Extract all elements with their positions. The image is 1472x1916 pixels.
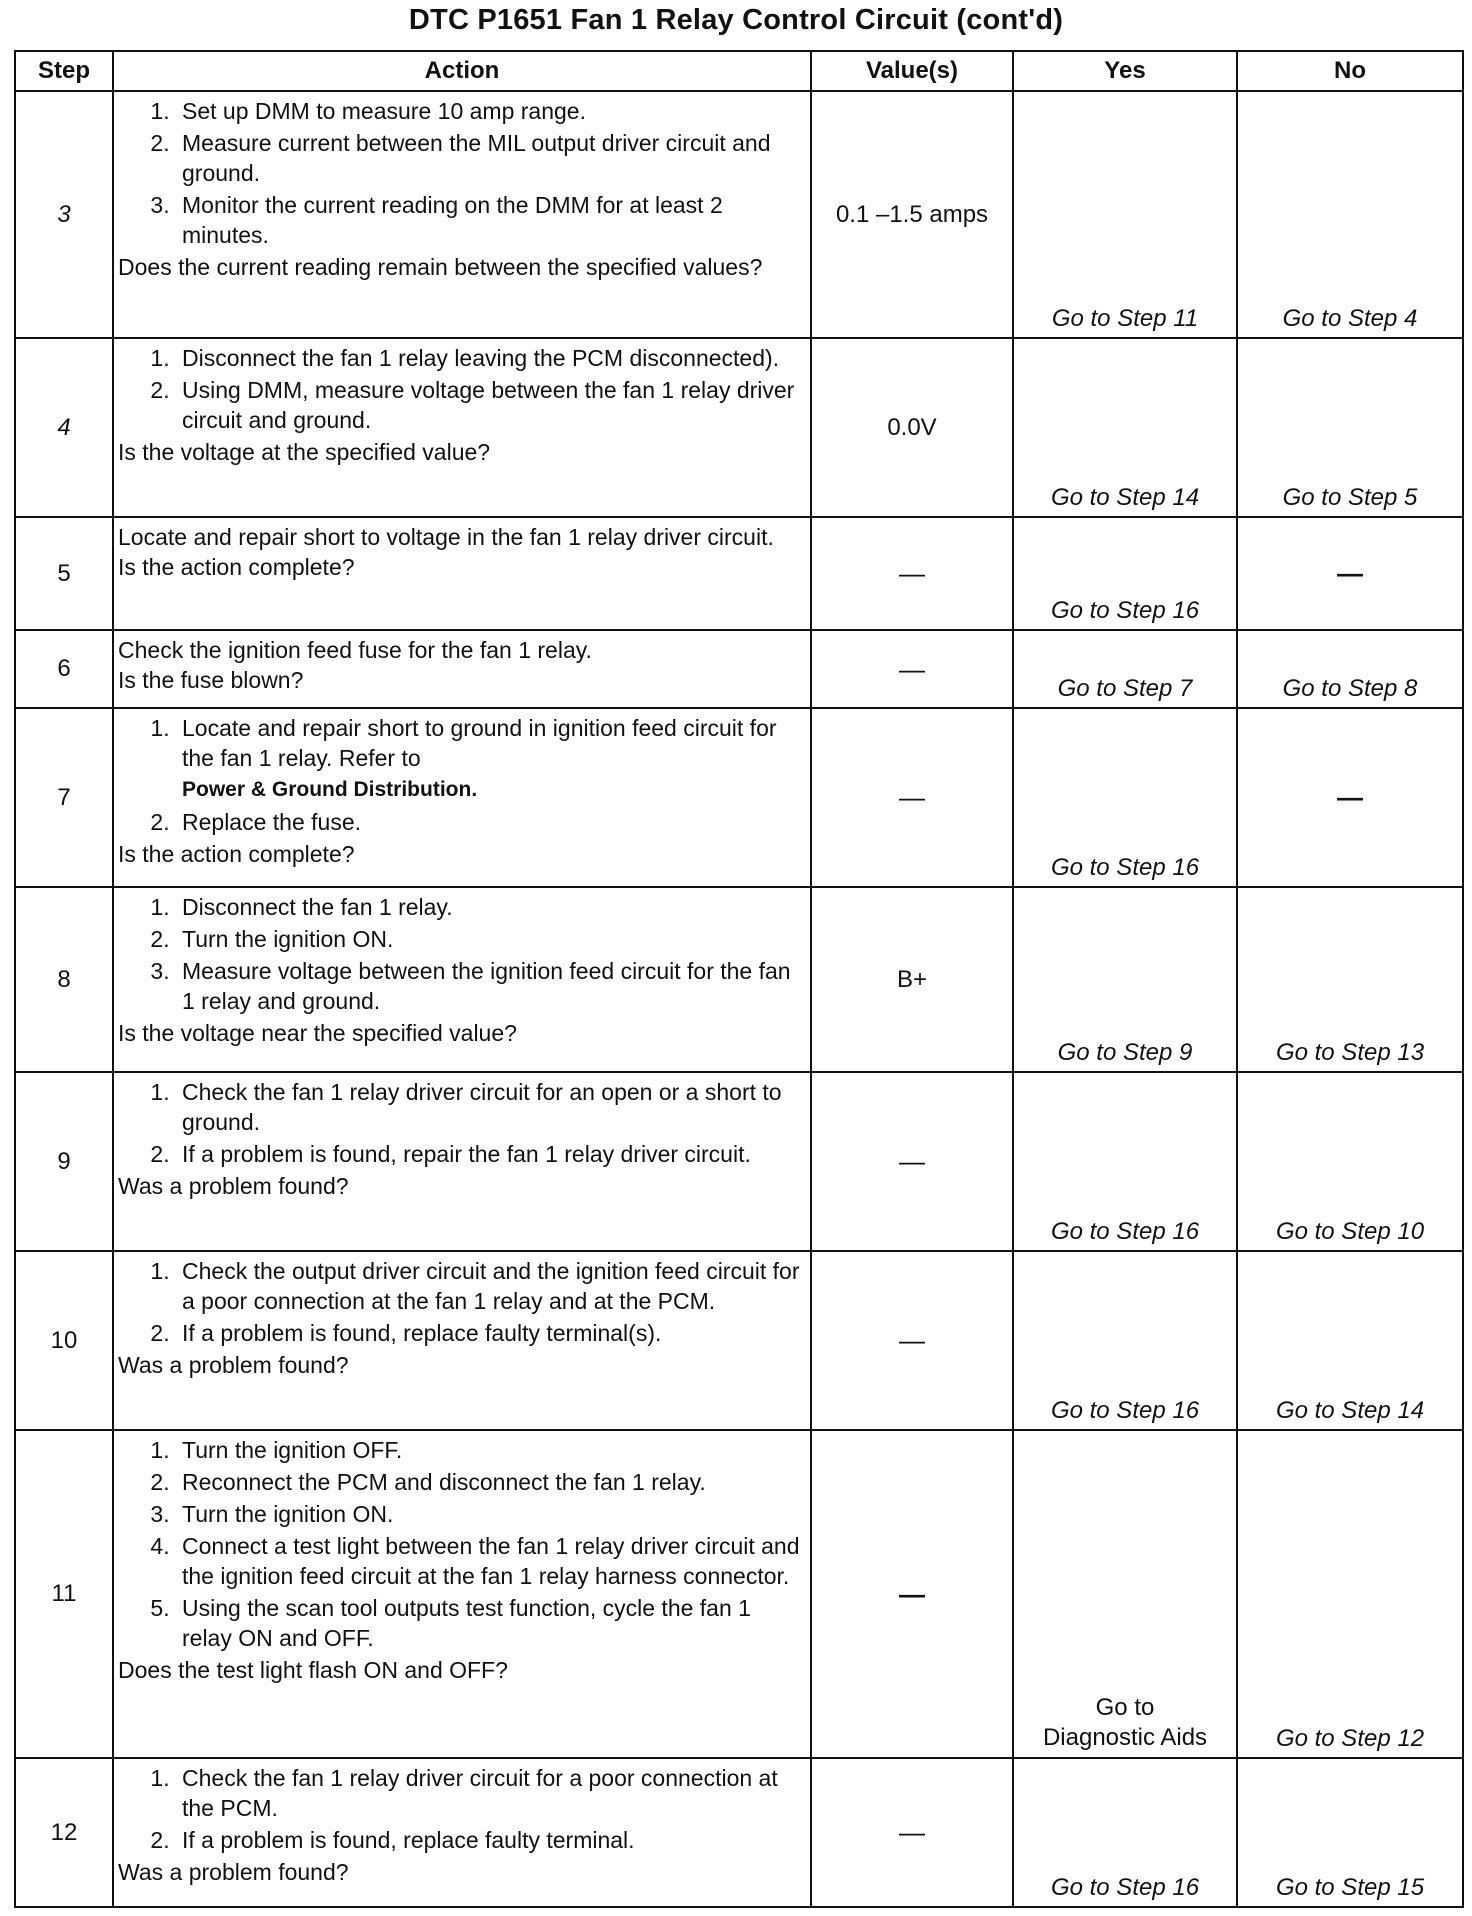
dash-icon: —: [1337, 558, 1363, 589]
action-item: 1. Turn the ignition OFF.: [176, 1435, 802, 1465]
dash-icon: —: [899, 1146, 925, 1177]
action-list: [118, 892, 802, 1016]
no-cell: [1237, 708, 1463, 887]
action-lead: Check the ignition feed fuse for the fan 1 relay.: [118, 636, 592, 663]
action-list: [118, 343, 802, 435]
action-question: Was a problem found?: [118, 1173, 349, 1200]
action-question: Is the voltage near the specified value?: [118, 1020, 517, 1047]
value-cell: [811, 708, 1013, 887]
yes-cell: Go to Step 16: [1013, 708, 1237, 887]
table-row: [15, 1251, 1463, 1430]
table-row: [15, 887, 1463, 1072]
value-cell: [811, 1758, 1013, 1907]
action-item: 5. Using the scan tool outputs test function, cycle the fan 1 relay ON and OFF.: [176, 1593, 802, 1653]
header-step: Step: [15, 51, 113, 91]
action-item: 2. If a problem is found, replace faulty terminal.: [176, 1825, 802, 1855]
value-cell: B+: [811, 887, 1013, 1072]
action-item: 1. Check the output driver circuit and the ignition feed circuit for a poor connection at the fan 1 relay and at the PCM.: [176, 1256, 802, 1316]
yes-cell: Go to Step 16: [1013, 517, 1237, 630]
action-item: 2. Replace the fuse.: [176, 807, 802, 837]
action-list: [118, 1763, 802, 1855]
value-cell: 0.0V: [811, 338, 1013, 517]
action-question: Was a problem found?: [118, 1859, 349, 1886]
no-cell: Go to Step 10: [1237, 1072, 1463, 1251]
action-question: Was a problem found?: [118, 1352, 349, 1379]
action-question: Does the test light flash ON and OFF?: [118, 1657, 508, 1684]
action-cell: [113, 1251, 811, 1430]
dash-icon: —: [899, 558, 925, 589]
value-cell: 0.1 –1.5 amps: [811, 91, 1013, 338]
action-cell: [113, 1430, 811, 1758]
table-row: [15, 1430, 1463, 1758]
no-cell: Go to Step 5: [1237, 338, 1463, 517]
yes-cell: Go to Step 14: [1013, 338, 1237, 517]
header-values: Value(s): [811, 51, 1013, 91]
step-number: 3: [15, 91, 113, 338]
dash-icon: —: [1337, 782, 1363, 813]
reference-link[interactable]: Power & Ground Distribution.: [182, 778, 478, 802]
yes-cell: Go to Step 11: [1013, 91, 1237, 338]
step-number: 5: [15, 517, 113, 630]
table-row: [15, 630, 1463, 708]
action-cell: [113, 517, 811, 630]
step-number: 9: [15, 1072, 113, 1251]
action-item: 2. Measure current between the MIL output driver circuit and ground.: [176, 128, 802, 188]
step-number: 7: [15, 708, 113, 887]
yes-cell: Go to Step 16: [1013, 1072, 1237, 1251]
value-cell: [811, 1430, 1013, 1758]
no-cell: [1237, 517, 1463, 630]
step-number: 8: [15, 887, 113, 1072]
action-item: 1. Disconnect the fan 1 relay leaving the PCM disconnected).: [176, 343, 802, 373]
value-cell: [811, 630, 1013, 708]
step-number: 12: [15, 1758, 113, 1907]
diagnostic-table: [14, 50, 1464, 1908]
yes-cell: Go to Step 16: [1013, 1758, 1237, 1907]
no-cell: Go to Step 4: [1237, 91, 1463, 338]
dash-icon: —: [899, 653, 925, 684]
action-item: [176, 713, 802, 805]
header-no: No: [1237, 51, 1463, 91]
table-row: [15, 708, 1463, 887]
action-question: Is the voltage at the specified value?: [118, 439, 491, 466]
action-item: 3. Monitor the current reading on the DMM for at least 2 minutes.: [176, 190, 802, 250]
value-cell: [811, 517, 1013, 630]
header-action: Action: [113, 51, 811, 91]
dash-icon: —: [899, 1578, 925, 1609]
no-cell: Go to Step 15: [1237, 1758, 1463, 1907]
action-question: Does the current reading remain between the specified values?: [118, 254, 763, 280]
action-cell: [113, 91, 811, 338]
action-item: 1. Check the fan 1 relay driver circuit for an open or a short to ground.: [176, 1077, 802, 1137]
action-cell: [113, 1072, 811, 1251]
action-list: [118, 1256, 802, 1348]
action-list: [118, 713, 802, 837]
action-list: [118, 96, 802, 250]
action-cell: [113, 338, 811, 517]
action-item: 2. If a problem is found, replace faulty terminal(s).: [176, 1318, 802, 1348]
dash-icon: —: [899, 1817, 925, 1848]
action-item: 2. Using DMM, measure voltage between the fan 1 relay driver circuit and ground.: [176, 375, 802, 435]
action-item: 2. Reconnect the PCM and disconnect the fan 1 relay.: [176, 1467, 802, 1497]
dash-icon: —: [899, 1325, 925, 1356]
yes-cell: [1013, 1430, 1237, 1758]
action-cell: [113, 630, 811, 708]
step-number: 10: [15, 1251, 113, 1430]
page-title: DTC P1651 Fan 1 Relay Control Circuit (cont'd): [408, 4, 1064, 36]
no-cell: Go to Step 8: [1237, 630, 1463, 708]
action-item: 4. Connect a test light between the fan 1 relay driver circuit and the ignition feed circuit at the fan 1 relay harness connector.: [176, 1531, 802, 1591]
action-cell: [113, 887, 811, 1072]
table-row: [15, 517, 1463, 630]
yes-text-line1: Go to: [1095, 1694, 1155, 1722]
yes-cell: Go to Step 7: [1013, 630, 1237, 708]
yes-cell: Go to Step 16: [1013, 1251, 1237, 1430]
action-item: 2. If a problem is found, repair the fan 1 relay driver circuit.: [176, 1139, 802, 1169]
action-item: 2. Turn the ignition ON.: [176, 924, 802, 954]
action-cell: [113, 1758, 811, 1907]
table-header-row: [15, 51, 1463, 91]
table-row: [15, 91, 1463, 338]
action-question: Is the fuse blown?: [118, 666, 304, 693]
no-cell: Go to Step 12: [1237, 1430, 1463, 1758]
yes-text-line2: Diagnostic Aids: [1042, 1724, 1208, 1752]
dash-icon: —: [899, 782, 925, 813]
step-number: 11: [15, 1430, 113, 1758]
no-cell: Go to Step 13: [1237, 887, 1463, 1072]
value-cell: [811, 1251, 1013, 1430]
action-item: 1. Check the fan 1 relay driver circuit for a poor connection at the PCM.: [176, 1763, 802, 1823]
action-item: 3. Measure voltage between the ignition feed circuit for the fan 1 relay and ground.: [176, 956, 802, 1016]
step-number: 4: [15, 338, 113, 517]
action-item: 3. Turn the ignition ON.: [176, 1499, 802, 1529]
action-item: 1. Set up DMM to measure 10 amp range.: [176, 96, 802, 126]
table-row: [15, 1072, 1463, 1251]
action-item: 1. Disconnect the fan 1 relay.: [176, 892, 802, 922]
value-cell: [811, 1072, 1013, 1251]
yes-cell: Go to Step 9: [1013, 887, 1237, 1072]
action-lead: Locate and repair short to voltage in the fan 1 relay driver circuit.: [118, 524, 774, 551]
table-row: [15, 1758, 1463, 1907]
no-cell: Go to Step 14: [1237, 1251, 1463, 1430]
action-list: [118, 1077, 802, 1169]
action-question: Is the action complete?: [118, 554, 355, 581]
action-item-text: Locate and repair short to ground in ignition feed circuit for the fan 1 relay. Refer to: [182, 715, 777, 772]
header-yes: Yes: [1013, 51, 1237, 91]
action-list: [118, 1435, 802, 1653]
step-number: 6: [15, 630, 113, 708]
table-row: [15, 338, 1463, 517]
action-question: Is the action complete?: [118, 841, 355, 868]
action-cell: [113, 708, 811, 887]
